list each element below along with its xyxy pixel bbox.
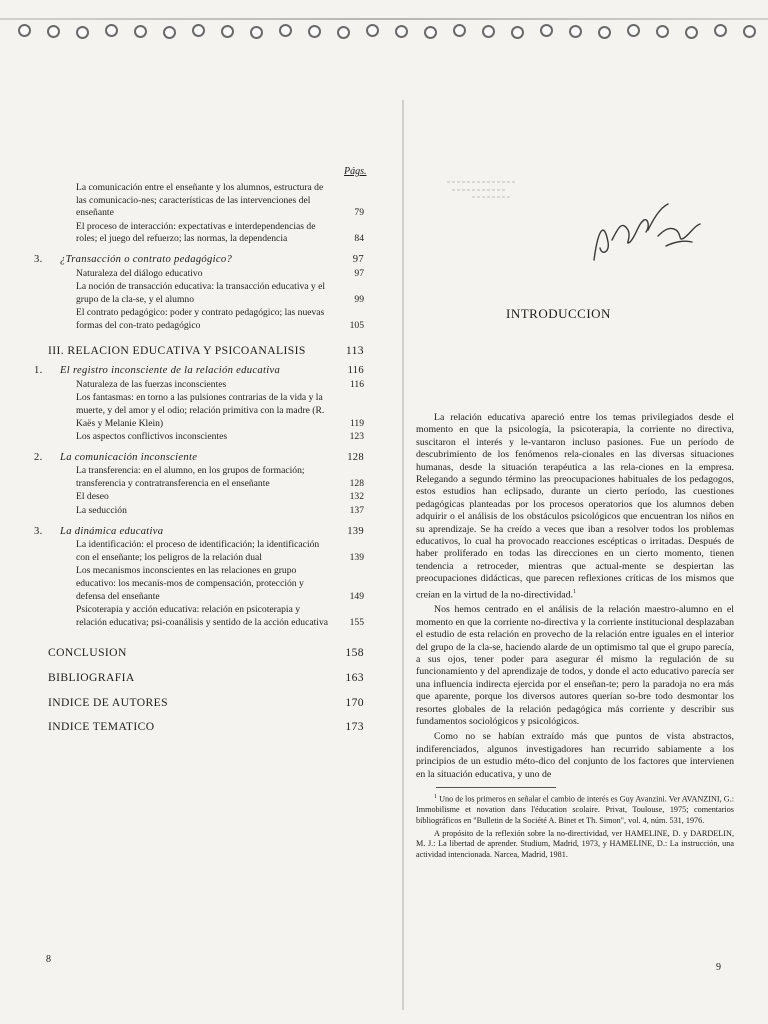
footnote: A propósito de la reflexión sobre la no-directividad, ver HAMELINE, D. y DARDELIN, M. J.: La libertad de aprender. Studium, Madrid, 1973, y HAMELINE, D.: La instrucción, una actividad intencionada. Narcea, Madrid, 1981. <box>416 829 734 859</box>
toc-entry: El deseo 132 <box>76 491 364 503</box>
toc-chapter: INDICE TEMATICO 173 <box>48 720 364 734</box>
toc-subsection: 1. El registro inconsciente de la relación educativa 116 <box>34 365 364 377</box>
binding-punch-hole <box>134 25 147 38</box>
toc-entry: El contrato pedagógico: poder y contrato pedagógico; las nuevas formas del con-trato pedagógico 105 <box>76 307 364 331</box>
binding-punch-hole <box>627 24 640 37</box>
toc-chapter: CONCLUSION 158 <box>48 646 364 660</box>
toc-chapter: INDICE DE AUTORES 170 <box>48 695 364 709</box>
toc-entry: La seducción 137 <box>76 505 364 517</box>
binding-punch-hole <box>221 25 234 38</box>
binding-punch-hole <box>279 24 292 37</box>
binding-punch-hole <box>308 25 321 38</box>
left-page-number: 8 <box>46 954 51 965</box>
binding-punch-hole <box>163 26 176 39</box>
page-gutter <box>402 100 404 1010</box>
toc-entry: El proceso de interacción: expectativas e interdependencias de roles; el juego del refuerzo; las normas, la dependencia 84 <box>76 220 364 245</box>
body-text <box>416 412 734 863</box>
toc-subsection: 3. ¿Transacción o contrato pedagógico? 97 <box>34 253 364 265</box>
footnote-rule <box>436 787 556 788</box>
strip-line <box>0 18 768 20</box>
paragraph: La relación educativa apareció entre los temas privilegiados desde el momento en que la psicología, la psicoterapia, la corriente no directiva, suscitaron el interés y le-vantaron incluso pasiones. Fue un período de descubrimiento de los fenómenos rela-cionales en las diversas situaciones humanas, desde la situación terapéutica a las rela-ciones en la empresa. Relegando a segundo término las preocupaciones habituales de los pedagogos, estos estudios han eclipsado, durante un cierto período, las cuestiones pedagógicas planteadas por los procesos operatorios que los alumnos deben adquirir o el análisis de los obstáculos psicológicos que encuentran los niños en su aprendizaje. Se ha creído a veces que iban a resolver todos los problemas educativos, lo cual ha provocado reacciones escépticas o irritadas. Después de haber proliferado en todas las direcciones en un cierto momento, tienen tendencia a retroceder, mientras que actual-mente se despiertan las preocupaciones didácticas, que parecen reflexiones críticas de los mismos que creían en la virtud de la no-directividad.$^1$ <box>416 412 734 600</box>
table-of-contents <box>34 182 364 735</box>
handwritten-signature <box>588 190 708 270</box>
binding-punch-hole <box>337 26 350 39</box>
toc-entry: Naturaleza de las fuerzas inconscientes 116 <box>76 378 364 390</box>
binding-punch-hole <box>47 25 60 38</box>
toc-chapter: III. RELACION EDUCATIVA Y PSICOANALISIS 113 <box>48 343 364 357</box>
scan-binding-strip <box>0 0 768 60</box>
binding-punch-hole <box>482 25 495 38</box>
binding-punch-hole <box>424 26 437 39</box>
right-page-number: 9 <box>716 962 721 973</box>
binding-punch-hole <box>453 24 466 37</box>
binding-punch-hole <box>76 26 89 39</box>
binding-punch-hole <box>511 26 524 39</box>
paragraph: Nos hemos centrado en el análisis de la relación maestro-alumno en el momento en que la corriente no-directiva y la corriente institucional desplazaban el estudio de esta relación en provecho de la relación entre iguales en el interior del grupo de la cla-se, haciendo alarde de un optimismo tal que el grupo parecía, a sus ojos, tener poder para asegurar él mismo la regulación de su funcionamiento y del aprendizaje de todos, y donde el acto educativo parecía ser una influencia indirecta ejercida por el enseñan-te; pero la paradoja no era más que aparente, porque los diversos autores querían so-bre todo desmontar los resortes globales de la relación pedagógica más corriente y describir sus fundamentos sociológicos y psicológicos. <box>416 604 734 728</box>
toc-entry: La identificación: el proceso de identificación; la identificación con el enseñante; los peligros de la relación dual 139 <box>76 539 364 563</box>
toc-subsection: 2. La comunicación inconsciente 128 <box>34 451 364 463</box>
binding-punch-hole <box>656 25 669 38</box>
toc-entry: La comunicación entre el enseñante y los alumnos, estructura de las comunicacio-nes; características de las intervenciones del enseñante 79 <box>76 182 364 219</box>
paragraph: Como no se habían extraído más que puntos de vista abstractos, indiferenciados, algunos investigadores han recurrido sabiamente a los principios de un estudio méto-dico del conjunto de los factores que intervienen en la situación educativa, y uno de <box>416 731 734 780</box>
binding-punch-hole <box>714 24 727 37</box>
binding-punch-hole <box>743 25 756 38</box>
toc-entry: Naturaleza del diálogo educativo 97 <box>76 267 364 279</box>
toc-entry: Los aspectos conflictivos inconscientes 123 <box>76 431 364 443</box>
binding-punch-hole <box>192 24 205 37</box>
binding-punch-hole <box>569 25 582 38</box>
chapter-title: INTRODUCCION <box>506 306 611 321</box>
pags-label: Págs. <box>344 166 367 177</box>
toc-entry: Los fantasmas: en torno a las pulsiones contrarias de la vida y la muerte, y del amor y el odio; relación primitiva con la madre (R. Kaës y Melanie Klein) 119 <box>76 392 364 429</box>
binding-punch-hole <box>540 24 553 37</box>
toc-entry: La transferencia: en el alumno, en los grupos de formación; transferencia y contratransferencia en el enseñante 128 <box>76 465 364 489</box>
toc-entry: Los mecanismos inconscientes en las relaciones en grupo educativo: los mecanis-mos de compensación, protección y defensa del enseñante 149 <box>76 565 364 602</box>
binding-punch-hole <box>685 26 698 39</box>
binding-punch-hole <box>18 24 31 37</box>
binding-punch-hole <box>105 24 118 37</box>
toc-subsection: 3. La dinámica educativa 139 <box>34 525 364 537</box>
binding-punch-hole <box>598 26 611 39</box>
footnote-reference: 1 <box>572 588 576 595</box>
toc-entry: La noción de transacción educativa: la transacción educativa y el grupo de la cla-se, y el alumno 99 <box>76 281 364 305</box>
faint-stamp <box>442 172 562 202</box>
binding-punch-hole <box>250 26 263 39</box>
toc-entry: Psicoterapia y acción educativa: relación en psicoterapia y relación educativa; psi-coanálisis y sentido de la acción educativa 155 <box>76 604 364 628</box>
footnote: $^1$ Uno de los primeros en señalar el cambio de interés es Guy Avanzini. Ver AVANZINI, G.: Immobilisme et novation dans l'éducation scolaire. Privat, Toulouse, 1975; comentarios bibliográficos en "Bulletin de la Société A. Binet et Th. Simon", vol. 4, núm. 531, 1976. <box>416 794 735 825</box>
binding-punch-hole <box>366 24 379 37</box>
toc-chapter: BIBLIOGRAFIA 163 <box>48 671 364 684</box>
binding-punch-hole <box>395 25 408 38</box>
